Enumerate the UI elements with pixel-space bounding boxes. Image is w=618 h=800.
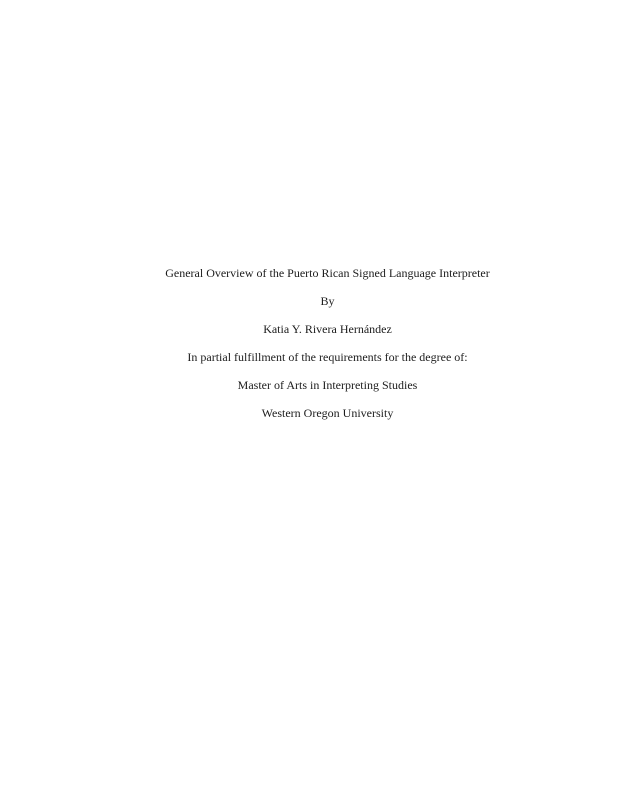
byline-label: By: [320, 294, 335, 308]
fulfillment-statement: In partial fulfillment of the requirements for the degree of:: [187, 350, 468, 364]
title-block: [37, 259, 618, 427]
institution-name: Western Oregon University: [261, 406, 394, 420]
thesis-title: General Overview of the Puerto Rican Signed Language Interpreter: [165, 266, 490, 280]
author-name: Katia Y. Rivera Hernández: [263, 322, 392, 336]
degree-name: Master of Arts in Interpreting Studies: [237, 378, 418, 392]
